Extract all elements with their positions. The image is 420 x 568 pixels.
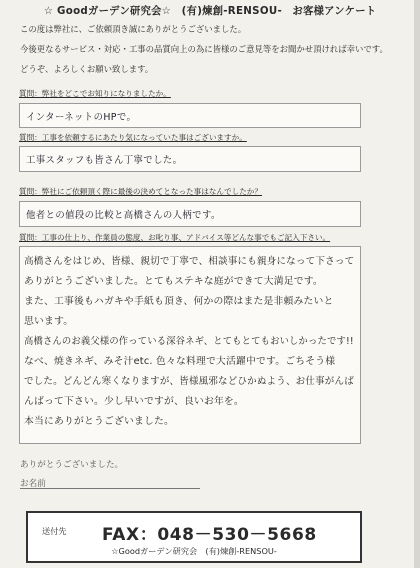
page-edge (414, 0, 420, 568)
name-label: お名前 (20, 479, 46, 489)
question-3-label: 質問：弊社にご依頼頂く際に最後の決めてとなった事はなんでしたか？ (19, 187, 262, 196)
comment-line: でした。どんどん寒くなりますが、皆様風邪などひかぬよう、お仕事がんば (24, 376, 354, 387)
survey-title: ☆ Goodガーデン研究会☆ (有)煉創-RENSOU- お客様アンケート (43, 5, 377, 17)
comment-line: 高橋さんのお義父様の作っている深谷ネギ、とてもとてもおいしかったです!! (24, 336, 354, 347)
answer-3-text: 他者との値段の比較と高橋さんの人柄です。 (26, 210, 221, 221)
comment-box (19, 246, 361, 444)
question-2-label: 質問：工事を依頼するにあたり気になっていた事はございますか。 (19, 133, 247, 142)
question-4-label: 質問：工事の仕上り、作業員の態度、お叱り事、アドバイス等どんな事でもご記入下さい。 (19, 233, 331, 242)
comment-line: 高橋さんをはじめ、皆様、親切で丁寧で、相談事にも親身になって下さって (24, 256, 355, 267)
closing-thanks: ありがとうございました。 (20, 460, 124, 470)
intro-line-3: どうぞ、よろしくお願い致します。 (20, 64, 154, 74)
fax-number: FAX：048－530－5668 (102, 525, 317, 545)
answer-1-text: インターネットのHPで。 (26, 112, 137, 123)
comment-text (20, 253, 358, 439)
name-field (20, 488, 200, 489)
comment-line: なべ、焼きネギ、みそ汁etc. 色々な料理で大活躍中です。ごちそう様 (24, 356, 336, 367)
intro-line-2: 今後更なるサービス・対応・工事の品質向上の為に皆様のご意見等をお聞かせ頂ければ幸いです。 (20, 44, 388, 54)
company-name: ☆Goodガーデン研究会 (有)煉創-RENSOU- (111, 546, 277, 556)
answer-2-text: 工事スタッフも皆さん丁寧でした。 (26, 155, 183, 166)
question-1-label: 質問：弊社をどこでお知りになりましたか。 (19, 89, 171, 98)
comment-line: んばって下さい。少し早いですが、良いお年を。 (24, 396, 244, 407)
send-to-label: 送付先 (42, 526, 67, 536)
comment-line: 本当にありがとうございました。 (24, 416, 174, 427)
comment-line: また、工事後もハガキや手紙も頂き、何かの際はまた是非頼みたいと (24, 296, 334, 307)
intro-line-1: この度は弊社に、ご依頼頂き誠にありがとうございました。 (20, 24, 247, 34)
comment-line: 思います。 (24, 316, 74, 327)
comment-line: ありがとうございました。とてもステキな庭ができて大満足です。 (24, 276, 323, 287)
fax-footer (26, 511, 362, 563)
